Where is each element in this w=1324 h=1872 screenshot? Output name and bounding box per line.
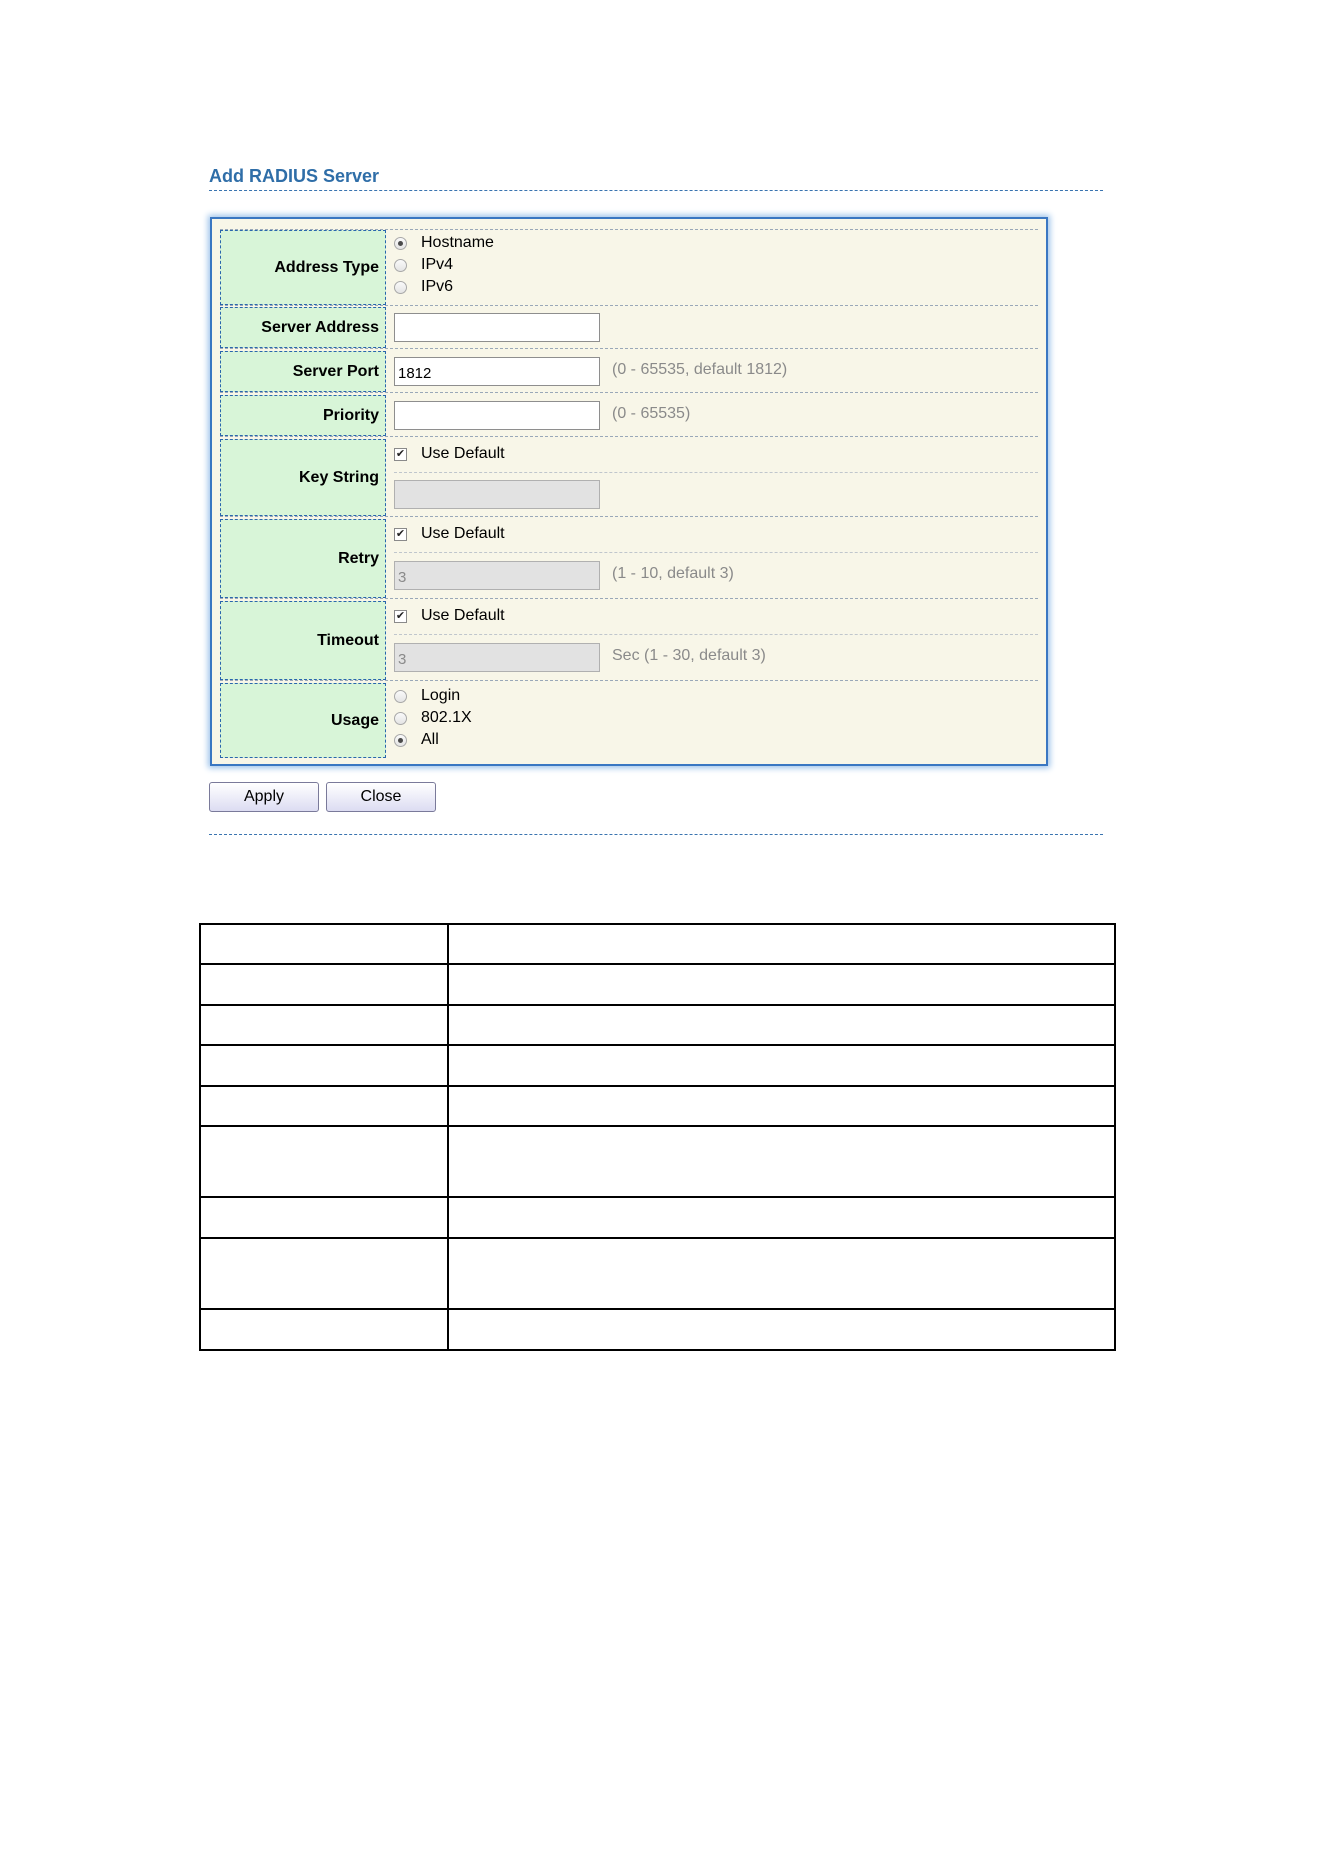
hostname-radio[interactable]	[394, 237, 407, 250]
server-port-label: Server Port	[220, 351, 386, 392]
table-cell	[200, 964, 448, 1005]
page-title: Add RADIUS Server	[209, 166, 380, 186]
table-row	[200, 924, 1115, 964]
table-row	[200, 1045, 1115, 1086]
table-cell	[448, 1309, 1115, 1350]
address-type-label: Address Type	[220, 230, 386, 305]
table-cell	[200, 1086, 448, 1126]
table-cell	[448, 1086, 1115, 1126]
table-cell	[200, 1005, 448, 1045]
timeout-input[interactable]	[394, 643, 600, 672]
8021x-radio-label: 802.1X	[421, 709, 472, 726]
retry-use-default-label: Use Default	[421, 525, 505, 542]
server-port-hint: (0 - 65535, default 1812)	[612, 361, 788, 378]
retry-hint: (1 - 10, default 3)	[612, 565, 734, 582]
ipv6-radio-label: IPv6	[421, 278, 454, 295]
table-row	[200, 964, 1115, 1005]
add-radius-server-form	[210, 217, 1048, 766]
retry-use-default[interactable]	[394, 525, 505, 543]
table-row	[200, 1238, 1115, 1309]
all-radio[interactable]	[394, 734, 407, 747]
login-radio-label: Login	[421, 687, 461, 704]
table-cell	[448, 1238, 1115, 1309]
description-table	[199, 923, 1116, 1351]
retry-field-cell	[394, 519, 1038, 598]
key-string-subdivider	[394, 472, 1038, 473]
key-string-use-default-label: Use Default	[421, 445, 505, 462]
title-divider	[209, 190, 1103, 191]
address-type-options	[394, 230, 1038, 305]
key-string-use-default-checkbox[interactable]: ✔	[395, 447, 406, 460]
retry-use-default-checkbox[interactable]: ✔	[395, 527, 406, 540]
table-row	[200, 1086, 1115, 1126]
server-address-row	[220, 307, 1038, 349]
priority-field-cell	[394, 395, 1038, 436]
usage-label: Usage	[220, 683, 386, 758]
usage-row	[220, 683, 1038, 758]
table-cell	[448, 1045, 1115, 1086]
usage-options	[394, 683, 1038, 758]
timeout-row	[220, 601, 1038, 681]
timeout-use-default[interactable]	[394, 607, 505, 625]
timeout-use-default-label: Use Default	[421, 607, 505, 624]
table-cell	[200, 924, 448, 964]
server-port-field-cell	[394, 351, 1038, 392]
table-cell	[200, 1045, 448, 1086]
all-radio-label: All	[421, 731, 439, 748]
timeout-hint: Sec (1 - 30, default 3)	[612, 647, 766, 664]
table-cell	[200, 1309, 448, 1350]
table-cell	[200, 1126, 448, 1197]
timeout-subdivider	[394, 634, 1038, 635]
server-address-field-cell	[394, 307, 1038, 348]
table-cell	[200, 1197, 448, 1238]
server-address-label: Server Address	[220, 307, 386, 348]
login-radio[interactable]	[394, 690, 407, 703]
usage-option-login[interactable]	[394, 687, 460, 705]
apply-button[interactable]: Apply	[209, 782, 319, 812]
ipv4-radio-label: IPv4	[421, 256, 454, 273]
key-string-row	[220, 439, 1038, 517]
priority-hint: (0 - 65535)	[612, 405, 691, 422]
priority-label: Priority	[220, 395, 386, 436]
address-type-option-ipv4[interactable]	[394, 256, 453, 274]
timeout-label: Timeout	[220, 601, 386, 680]
key-string-input[interactable]	[394, 480, 600, 509]
usage-option-8021x[interactable]	[394, 709, 472, 727]
table-cell	[448, 924, 1115, 964]
ipv6-radio[interactable]	[394, 281, 407, 294]
ipv4-radio[interactable]	[394, 259, 407, 272]
bottom-divider	[209, 834, 1103, 835]
table-row	[200, 1005, 1115, 1045]
key-string-label: Key String	[220, 439, 386, 516]
usage-option-all[interactable]	[394, 731, 439, 749]
table-row	[200, 1126, 1115, 1197]
table-cell	[448, 1005, 1115, 1045]
address-type-row	[220, 229, 1038, 306]
timeout-use-default-checkbox[interactable]: ✔	[395, 609, 406, 622]
retry-subdivider	[394, 552, 1038, 553]
key-string-field-cell	[394, 439, 1038, 516]
table-cell	[448, 964, 1115, 1005]
table-cell	[448, 1197, 1115, 1238]
priority-row	[220, 395, 1038, 437]
address-type-option-hostname[interactable]	[394, 234, 494, 252]
server-port-input[interactable]	[394, 357, 600, 386]
priority-input[interactable]	[394, 401, 600, 430]
table-cell	[200, 1238, 448, 1309]
timeout-field-cell	[394, 601, 1038, 680]
key-string-use-default[interactable]	[394, 445, 505, 463]
retry-label: Retry	[220, 519, 386, 598]
retry-row	[220, 519, 1038, 599]
address-type-option-ipv6[interactable]	[394, 278, 453, 296]
table-row	[200, 1309, 1115, 1350]
table-cell	[448, 1126, 1115, 1197]
server-address-input[interactable]	[394, 313, 600, 342]
close-button[interactable]: Close	[326, 782, 436, 812]
retry-input[interactable]	[394, 561, 600, 590]
table-row	[200, 1197, 1115, 1238]
hostname-radio-label: Hostname	[421, 234, 494, 251]
server-port-row	[220, 351, 1038, 393]
8021x-radio[interactable]	[394, 712, 407, 725]
